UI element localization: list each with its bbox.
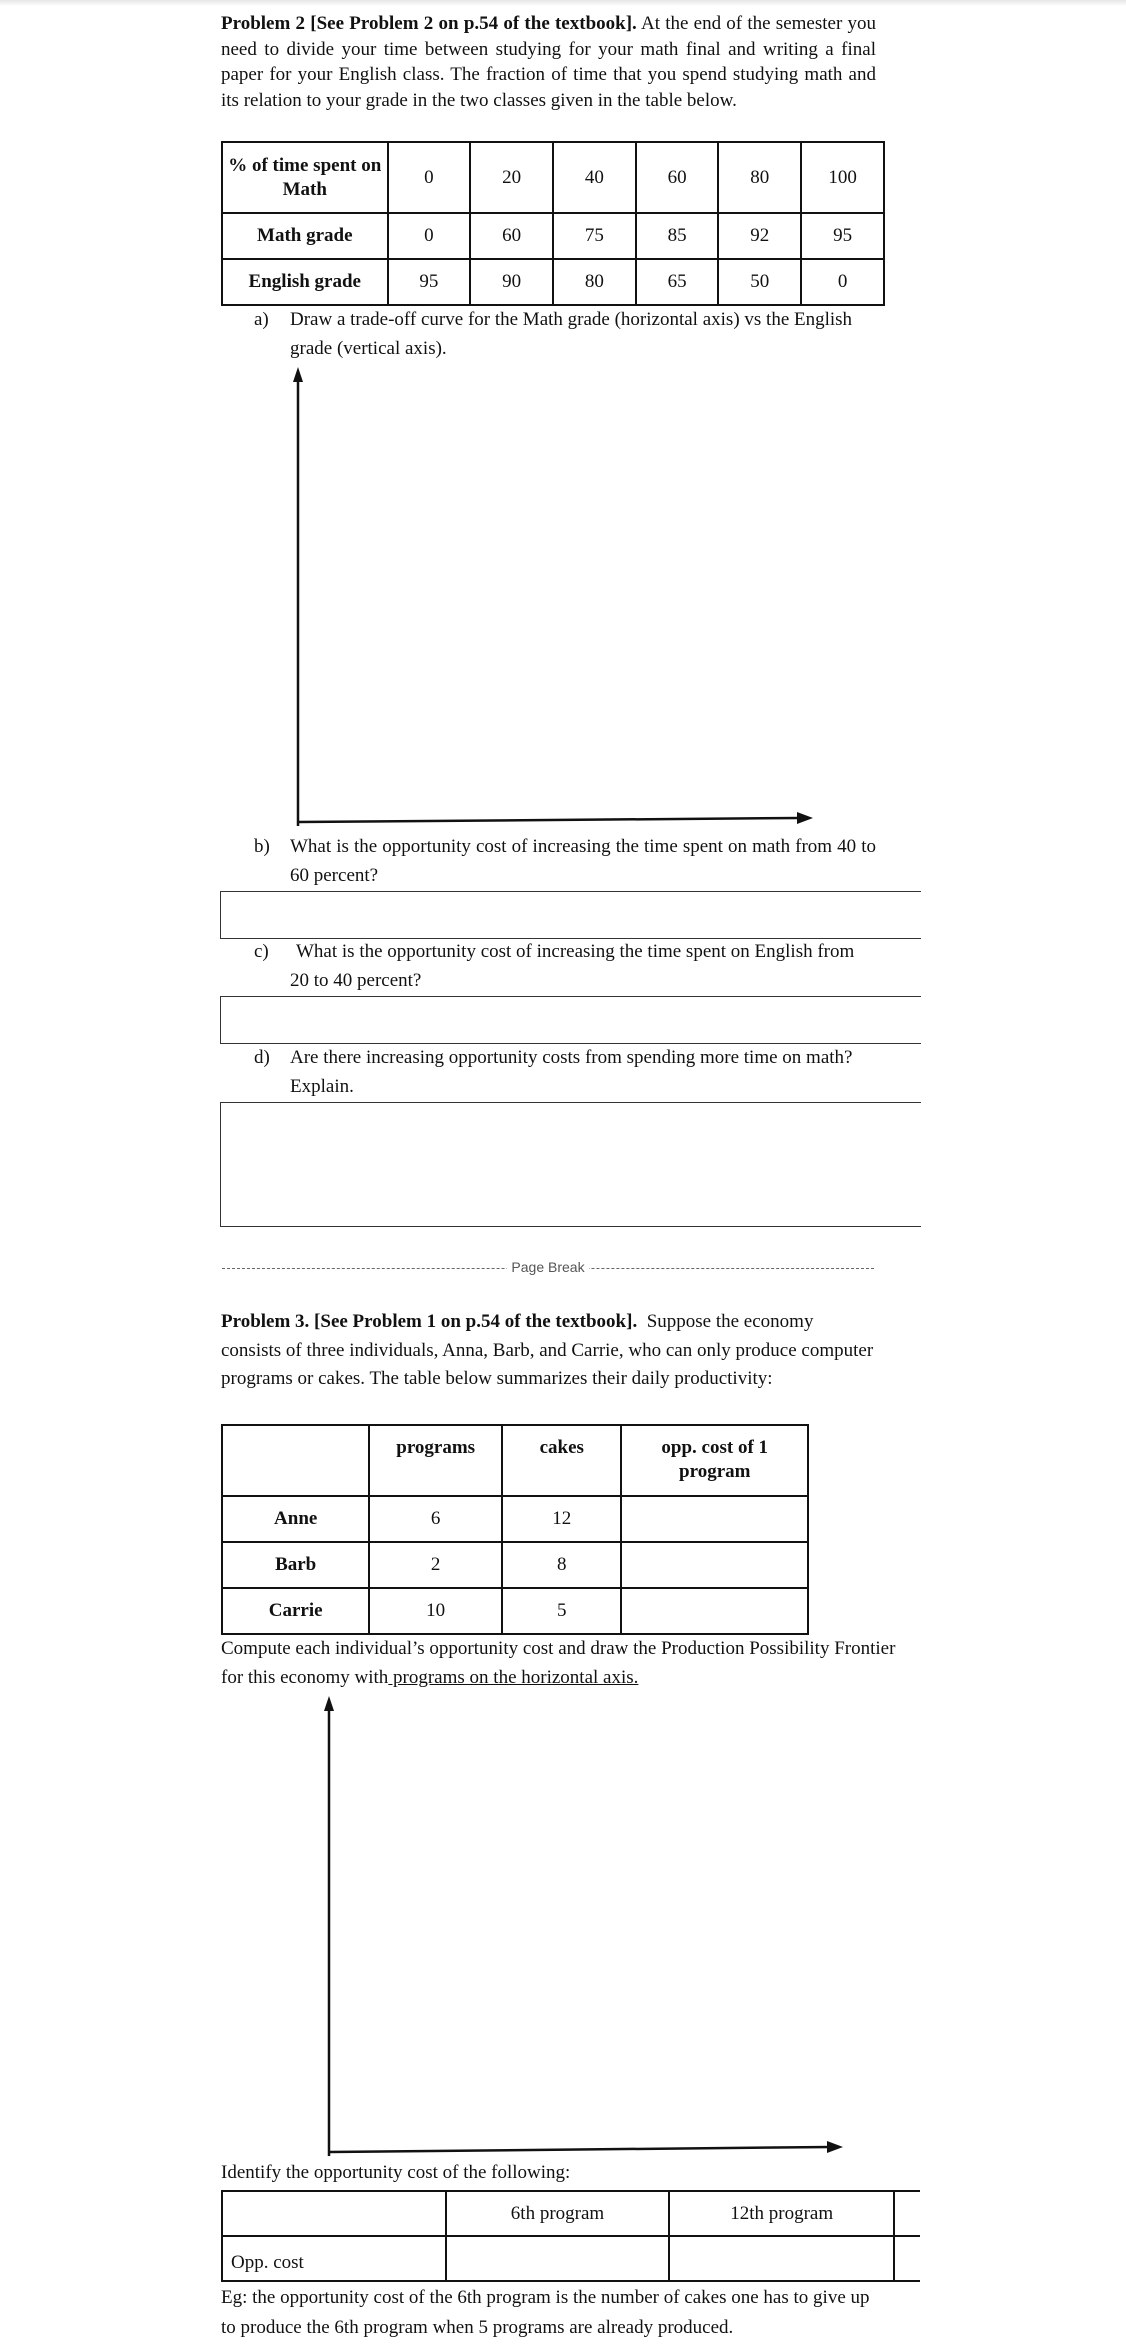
problem2-intro bbox=[221, 11, 876, 113]
x-axis-line bbox=[298, 818, 800, 822]
column-header: 6th program bbox=[446, 2191, 670, 2236]
table-cell: 40 bbox=[553, 142, 636, 213]
column-header bbox=[222, 1425, 369, 1496]
row-header: Opp. cost bbox=[222, 2236, 446, 2281]
problem2-intro-text: At the end of the semester you need to divide your time between studying for your math final and writing a final paper for your English class. The fraction of time that you spend studying math and its relation to your grade in the two classes given in the table below. bbox=[221, 13, 877, 111]
table-cell: 85 bbox=[636, 213, 719, 259]
table-cell: 80 bbox=[553, 259, 636, 305]
problem3-table bbox=[221, 1424, 809, 1635]
column-header: opp. cost of 1 program bbox=[621, 1425, 808, 1496]
table-row bbox=[222, 259, 884, 305]
table-cell: 60 bbox=[470, 213, 553, 259]
table-cell: 95 bbox=[388, 259, 471, 305]
ppf-graph-axes bbox=[310, 1690, 850, 2165]
question-c bbox=[254, 937, 876, 995]
table-cell: 92 bbox=[718, 213, 801, 259]
table-cell: 95 bbox=[801, 213, 884, 259]
table-cell: 5 bbox=[502, 1588, 621, 1634]
row-header: Anne bbox=[222, 1496, 369, 1542]
problem3-intro-text: Suppose the economy consists of three individuals, Anna, Barb, and Carrie, who can only produce computer programs or cakes. The table below summarizes their daily productivity: bbox=[221, 1311, 874, 1389]
question-text: What is the opportunity cost of increasing the time spent on English from 20 to 40 percent? bbox=[290, 941, 855, 991]
table-cell: 90 bbox=[470, 259, 553, 305]
question-a bbox=[254, 305, 860, 363]
problem2-heading: Problem 2 [See Problem 2 on p.54 of the textbook]. bbox=[221, 13, 637, 34]
question-d bbox=[254, 1043, 876, 1101]
row-header: Barb bbox=[222, 1542, 369, 1588]
table-cell: 60 bbox=[636, 142, 719, 213]
column-header: programs bbox=[369, 1425, 502, 1496]
opp-cost-cell[interactable] bbox=[621, 1542, 808, 1588]
opp-cost-cell[interactable] bbox=[621, 1496, 808, 1542]
answer-box-c[interactable] bbox=[220, 996, 921, 1044]
question-label: a) bbox=[254, 309, 269, 330]
tradeoff-graph-axes bbox=[280, 360, 820, 830]
row-header: Carrie bbox=[222, 1588, 369, 1634]
table-cell: 2 bbox=[369, 1542, 502, 1588]
problem3-intro bbox=[221, 1308, 876, 1394]
question-label: c) bbox=[254, 941, 269, 962]
row-header: Math grade bbox=[222, 213, 388, 259]
identify-label: Identify the opportunity cost of the following: bbox=[221, 2162, 571, 2183]
row-header: % of time spent on Math bbox=[222, 142, 388, 213]
table-cell: 0 bbox=[388, 213, 471, 259]
table-row bbox=[222, 142, 884, 213]
question-text: Are there increasing opportunity costs from spending more time on math? Explain. bbox=[290, 1047, 853, 1097]
question-text: Draw a trade-off curve for the Math grade (horizontal axis) vs the English grade (vertical axis). bbox=[290, 309, 853, 359]
row-header: English grade bbox=[222, 259, 388, 305]
table-cell: 20 bbox=[470, 142, 553, 213]
table-row bbox=[222, 213, 884, 259]
table-cell: 80 bbox=[718, 142, 801, 213]
table-row bbox=[222, 2236, 920, 2281]
problem3-heading: Problem 3. [See Problem 1 on p.54 of the textbook]. bbox=[221, 1311, 638, 1332]
table-cell: 0 bbox=[388, 142, 471, 213]
answer-box-d[interactable] bbox=[220, 1102, 921, 1227]
table-cell: 65 bbox=[636, 259, 719, 305]
table-cell: 6 bbox=[369, 1496, 502, 1542]
table-row bbox=[222, 1588, 808, 1634]
table-row bbox=[222, 1496, 808, 1542]
answer-cell[interactable] bbox=[669, 2236, 894, 2281]
x-axis-line bbox=[329, 2147, 830, 2152]
table-cell: 50 bbox=[718, 259, 801, 305]
table-header-row bbox=[222, 1425, 808, 1496]
x-axis-arrowhead bbox=[827, 2141, 843, 2153]
example-text: Eg: the opportunity cost of the 6th program is the number of cakes one has to give up to produce the 6th program when 5 programs are already produced. bbox=[221, 2287, 870, 2338]
table-row bbox=[222, 1542, 808, 1588]
problem3-instruction bbox=[221, 1634, 921, 1692]
column-header bbox=[222, 2191, 446, 2236]
table-cell: 8 bbox=[502, 1542, 621, 1588]
column-header bbox=[894, 2191, 920, 2236]
problem2-table bbox=[221, 141, 885, 306]
table-cell: 0 bbox=[801, 259, 884, 305]
opportunity-cost-table bbox=[221, 2190, 920, 2282]
x-axis-arrowhead bbox=[797, 812, 813, 824]
y-axis-arrowhead bbox=[324, 1696, 334, 1711]
table-cell: 10 bbox=[369, 1588, 502, 1634]
question-label: b) bbox=[254, 836, 270, 857]
opp-cost-cell[interactable] bbox=[621, 1588, 808, 1634]
question-text: What is the opportunity cost of increasing the time spent on math from 40 to 60 percent? bbox=[290, 836, 876, 886]
answer-cell[interactable] bbox=[894, 2236, 920, 2281]
column-header: 12th program bbox=[669, 2191, 894, 2236]
answer-cell[interactable] bbox=[446, 2236, 670, 2281]
page-break-label: Page Break bbox=[507, 1259, 588, 1275]
instruction-underlined: programs on the horizontal axis. bbox=[388, 1667, 639, 1688]
answer-box-b[interactable] bbox=[220, 891, 921, 939]
table-cell: 12 bbox=[502, 1496, 621, 1542]
table-header-row bbox=[222, 2191, 920, 2236]
question-b bbox=[254, 832, 876, 890]
instruction-text: Compute each individual’s opportunity cost and draw the Production Possibility Frontier for this economy with bbox=[221, 1638, 896, 1688]
column-header: cakes bbox=[502, 1425, 621, 1496]
page-break bbox=[222, 1259, 874, 1275]
table-cell: 75 bbox=[553, 213, 636, 259]
y-axis-arrowhead bbox=[293, 367, 303, 382]
top-shadow bbox=[0, 0, 1126, 6]
table-cell: 100 bbox=[801, 142, 884, 213]
question-label: d) bbox=[254, 1047, 270, 1068]
